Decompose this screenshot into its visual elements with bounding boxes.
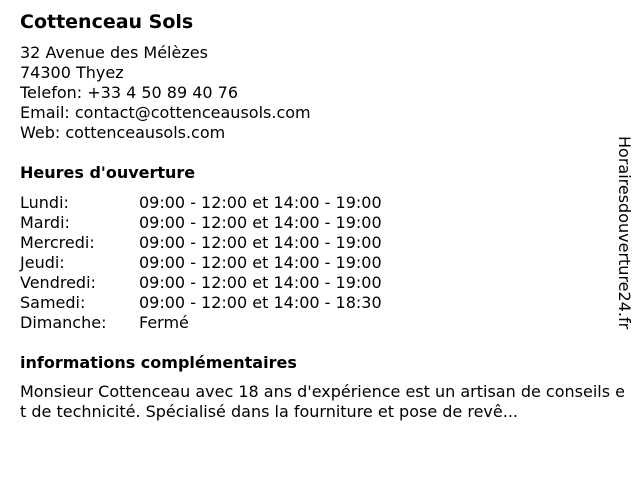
hours-day: Mardi: — [20, 213, 70, 232]
hours-time: 09:00 - 12:00 et 14:00 - 18:30 — [139, 293, 382, 312]
hours-time: Fermé — [139, 313, 189, 332]
contact-block — [20, 43, 620, 143]
hours-time: 09:00 - 12:00 et 14:00 - 19:00 — [139, 213, 382, 232]
info-heading: informations complémentaires — [20, 353, 297, 372]
hours-day: Jeudi: — [20, 253, 65, 272]
business-name: Cottenceau Sols — [20, 11, 194, 33]
hours-time: 09:00 - 12:00 et 14:00 - 19:00 — [139, 253, 382, 272]
email-line: Email: contact@cottenceausols.com — [20, 103, 311, 122]
address-line-2: 74300 Thyez — [20, 63, 124, 82]
phone-line: Telefon: +33 4 50 89 40 76 — [20, 83, 239, 102]
hours-day: Vendredi: — [20, 273, 96, 292]
hours-row-monday — [20, 193, 620, 213]
hours-day: Dimanche: — [20, 313, 107, 332]
hours-row-friday — [20, 273, 620, 293]
hours-time: 09:00 - 12:00 et 14:00 - 19:00 — [139, 193, 382, 212]
hours-row-wednesday — [20, 233, 620, 253]
hours-heading: Heures d'ouverture — [20, 163, 196, 182]
hours-day: Lundi: — [20, 193, 69, 212]
hours-row-sunday — [20, 313, 620, 333]
hours-row-thursday — [20, 253, 620, 273]
site-watermark: Horairesdouverture24.fr — [615, 136, 634, 330]
web-line: Web: cottenceausols.com — [20, 123, 226, 142]
hours-row-saturday — [20, 293, 620, 313]
info-description: Monsieur Cottenceau avec 18 ans d'expérience est un artisan de conseils et de technicité. Spécialisé dans la fourniture et pose de revê... — [20, 382, 625, 421]
hours-time: 09:00 - 12:00 et 14:00 - 19:00 — [139, 273, 382, 292]
address-line-1: 32 Avenue des Mélèzes — [20, 43, 208, 62]
hours-time: 09:00 - 12:00 et 14:00 - 19:00 — [139, 233, 382, 252]
hours-day: Mercredi: — [20, 233, 95, 252]
hours-table — [20, 193, 620, 333]
hours-row-tuesday — [20, 213, 620, 233]
hours-day: Samedi: — [20, 293, 86, 312]
